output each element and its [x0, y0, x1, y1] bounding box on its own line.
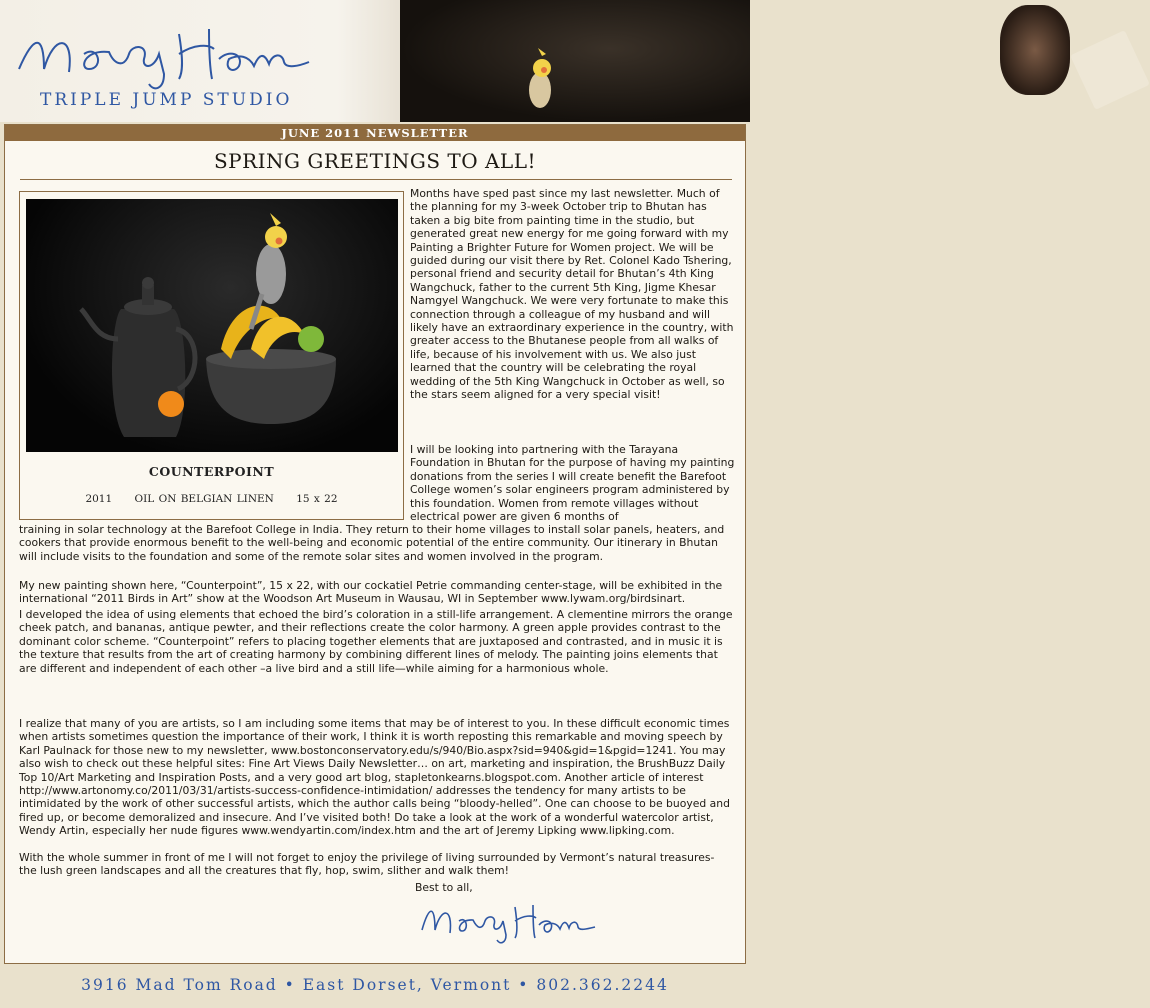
book-image [1070, 30, 1150, 110]
paragraph-6: With the whole summer in front of me I will not forget to enjoy the privilege of living surrounded by Vermont’s natural treasures- the lush green landscapes and all the creatures that fly, hop, swim, slither and walk them! [19, 851, 715, 878]
header-photo [400, 0, 750, 122]
paragraph-3: My new painting shown here, “Counterpoint”, 15 x 22, with our cockatiel Petrie commanding center-stage, will be exhibited in the international “2011 Birds in Art” show at the Woodson Art Museum in Wausau, WI in September www.lywam.org/birdsinart. [19, 579, 723, 606]
newsletter-panel [4, 124, 746, 964]
paragraph-1: Months have sped past since my last newsletter. Much of the planning for my 3-week October trip to Bhutan has taken a big bite from painting time in the studio, but generated great new energy for me going forward with my Painting a Brighter Future for Women project. We will be guided during our visit there by Ret. Colonel Kado Tshering, personal friend and security detail for Bhutan’s 4th King Wangchuck, father to the current 5th King, Jigme Khesar Namgyel Wangchuck. We were very fortunate to make this connection through a colleague of my husband and will likely have an extraordinary experience in the country, with greater access to the Bhutanese people from all walks of life, because of his involvement with us. We also just learned that the country will be celebrating the royal wedding of the 5th King Wangchuck in October as well, so the stars seem aligned for a very special visit! [410, 187, 734, 402]
issue-label: JUNE 2011 NEWSLETTER [5, 125, 745, 141]
painting-image [26, 199, 398, 452]
painting-year: 2011 [85, 493, 113, 505]
headline: SPRING GREETINGS TO ALL! [213, 149, 537, 173]
signature-closing [417, 895, 597, 945]
painting-details [20, 493, 403, 505]
painting-figure [19, 191, 404, 520]
paragraph-5: I realize that many of you are artists, so I am including some items that may be of interest to you. In these difficult economic times when artists sometimes question the importance of their work, I think it is worth reposting this remarkable and moving speech by Karl Paulnack for those new to my newsletter, www.bostonconservatory.edu/s/940/Bio.aspx?sid=940&gid=1&pgid=1241. You may also wish to check out these helpful sites: Fine Art Views Daily Newsletter… on art, marketing and inspiration, the BrushBuzz Daily Top 10/Art Marketing and Inspiration Posts, and a very good art blog, stapletonkearns.blogspot.com. Another article of interest http://www.artonomy.co/2011/03/31/artists-success-confidence-intimidation/ addresses the tendency for many artists to be intimidated by the work of other successful artists, which the author calls being “bloody-helled”. One can choose to be buoyed and fired up, or become demoralized and insecure. And I’ve visited both! Do take a look at the work of a wonderful watercolor artist, Wendy Artin, especially her nude figures www.wendyartin.com/index.htm and the art of Jeremy Lipking www.lipking.com. [19, 717, 730, 838]
signature-logo [14, 0, 314, 94]
reader-portrait [1000, 5, 1070, 95]
painting-size: 15 x 22 [296, 493, 338, 505]
paragraph-4: I developed the idea of using elements that echoed the bird’s coloration in a still-life arrangement. A clementine mirrors the orange cheek patch, and bananas, antique pewter, and their reflections create the color harmony. A green apple provides contrast to the dominant color scheme. “Counterpoint” refers to placing together elements that are juxtaposed and contrasted, and in music it is the texture that results from the art of creating harmony by combining different lines of melody. The painting joins elements that are different and independent of each other –a live bird and a still life—while aiming for a harmonious whole. [19, 608, 733, 675]
cockatiel-icon [520, 52, 560, 117]
header-banner [0, 0, 750, 122]
paragraph-2b: training in solar technology at the Barefoot College in India. They return to their home villages to install solar panels, heaters, and cookers that provide enormous benefit to the well-being and economic potential of the entire community. Our itinerary in Bhutan will include visits to the foundation and some of the remote solar sites and women involved in the program. [19, 523, 725, 563]
closing: Best to all, [415, 881, 473, 894]
signature-text: Nancy Howe [14, 0, 115, 18]
painting-medium: OIL ON BELGIAN LINEN [134, 493, 274, 505]
painting-title: COUNTERPOINT [148, 464, 275, 479]
paragraph-2a: I will be looking into partnering with the Tarayana Foundation in Bhutan for the purpose of having my painting donations from the series I will create benefit the Barefoot College women’s solar engineers program administered by this foundation. Women from remote villages without electrical power are given 6 months of [410, 443, 735, 524]
studio-name: TRIPLE JUMP STUDIO [40, 90, 293, 110]
still-life-illustration [26, 199, 398, 452]
divider [20, 179, 732, 180]
footer-address: 3916 Mad Tom Road • East Dorset, Vermont • 802.362.2244 [81, 976, 669, 994]
